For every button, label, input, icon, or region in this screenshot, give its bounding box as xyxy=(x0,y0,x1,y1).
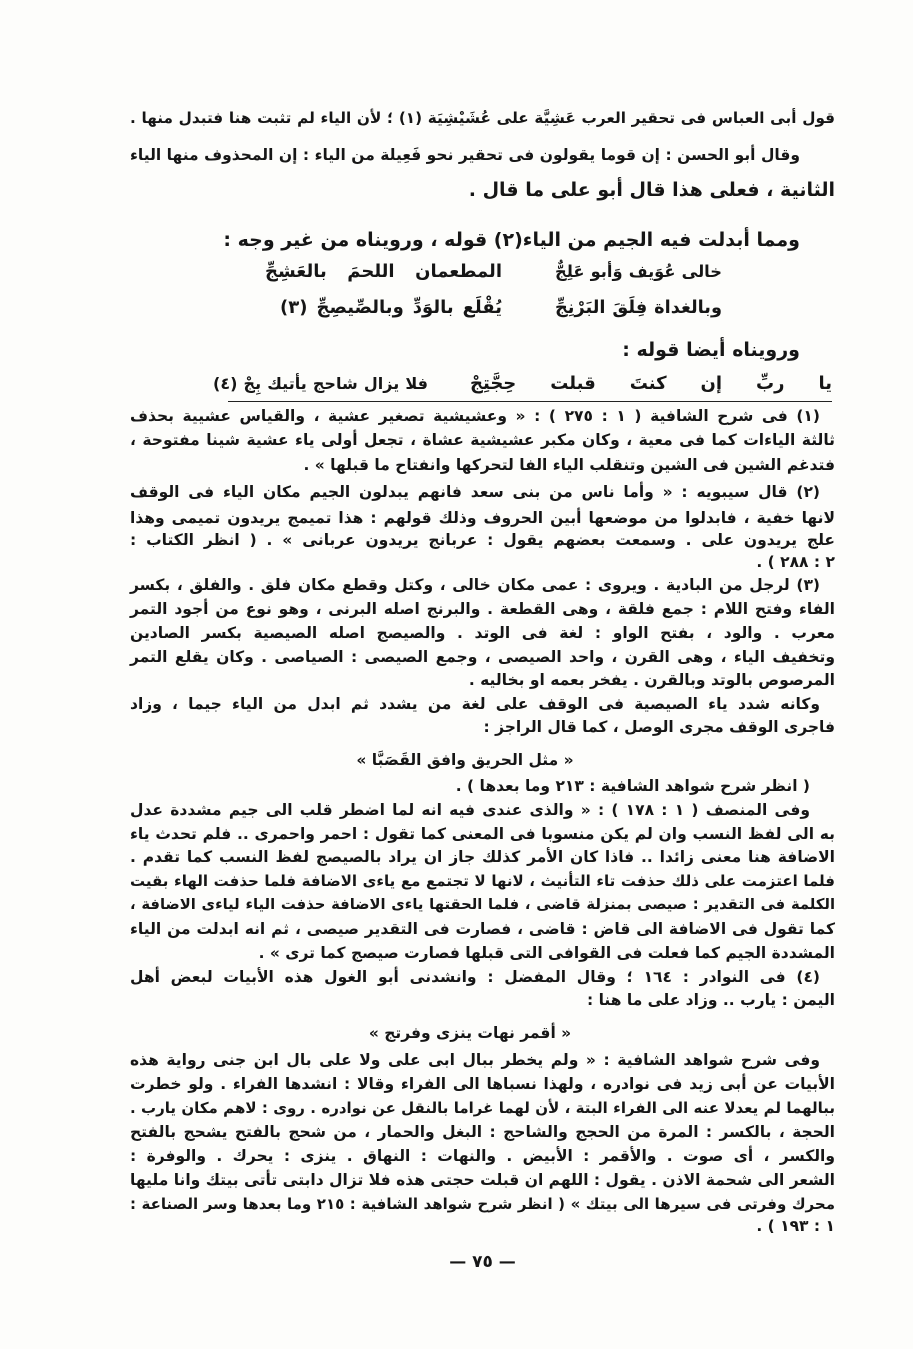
footnote-line: معرب . والود ، بفتح الواو : لغة فى الوتد . والصيصج اصله الصيصية بكسر الصادين xyxy=(130,624,835,642)
footnote-line: فاجرى الوقف مجرى الوصل ، كما قال الراجز : xyxy=(483,718,835,736)
footnote-line: الحجة ، بالكسر : المرة من الحجج والشاحج : البغل والحمار ، من شحج بالفتح يشحج بالفتح xyxy=(130,1123,835,1141)
footnote-line: ( انظر شرح شواهد الشافية : ٢١٣ وما بعدها ) . xyxy=(455,777,810,795)
footnote-line: ببالهما لم يعدلا عنه الى الفراء البتة ، لأن لهما غراما بالنقل عن نوادره . روى : لاهم مكان يارب . xyxy=(130,1099,835,1117)
footnote-line: الشعر الى شحمة الاذن . يقول : اللهم ان قبلت حجتى هذه فلا تزال دابتى تأتى بيتك وانا مليها xyxy=(130,1171,835,1189)
footnote-line: ثالثة الياءات كما فى معية ، وكان مكبر عشيشية عشاة ، تجعل أولى ياء عشية شينا مفتوحة ، xyxy=(130,431,835,449)
footnote-line: كما تقول فى الاضافة الى قاض : قاضى ، فصارت فى التقدير صيصى ، ثم انه ابدلت من الياء xyxy=(130,920,835,938)
footnote-separator xyxy=(228,401,832,402)
quoted-verse-line: « مثل الحريق وافق القَصَبَّا » xyxy=(356,751,574,769)
quoted-verse-line: « أقمر نهات ينزى وفرتج » xyxy=(368,1024,572,1042)
footnote-line: المرصوص بالوتد وبالقرن . يفخر بعمه او بخاليه . xyxy=(468,671,835,689)
footnote-line: الأبيات عن أبى زيد فى نوادره ، ولهذا نسباها الى الفراء وقالا : انشدها الفراء . ولو خطرت xyxy=(130,1075,835,1093)
footnote-line: لانها خفية ، فابدلوا من موضعها أبين الحروف وذلك قولهم : هذا تميمج يريدون تميمى وهذا xyxy=(130,509,835,527)
verse-first-hemistich: يا ربِّ إن كنتَ قبلت حِجَّتِجْ xyxy=(470,373,832,394)
footnote-line: وتخفيف الياء ، وهى القرن ، واحد الصيصى ، وجمع الصيصى : الصياصى . وكان يقلع التمر xyxy=(130,648,835,666)
footnote-line: (٢) قال سيبويه : « وأما ناس من بنى سعد فانهم يبدلون الجيم مكان الياء فى الوقف xyxy=(130,483,820,501)
footnote-line: الاضافة هنا معنى زائدا .. فاذا كان الأمر كذلك جاز ان يراد بالصيصج لفظ النسب كما تقدم . xyxy=(130,848,835,866)
page-number: — ٧٥ — xyxy=(449,1252,516,1272)
main-text-line: ورويناه أيضا قوله : xyxy=(622,339,800,361)
footnote-line: فتدغم الشين فى الشين وتنقلب الياء الفا لتحركها وانفتاح ما قبلها » . xyxy=(303,456,835,474)
footnote-line: الكلمة فى التقدير : صيصى بمنزلة قاضى ، فلما الحقتها ياءى الاضافة حذفت الياء لياءى الاضافة ، xyxy=(130,896,835,913)
footnote-line: اليمن : يارب .. وزاد على ما هنا : xyxy=(586,991,835,1009)
footnote-line: به الى لفظ النسب وان لم يكن منسوبا فى المعنى كما تقول : احمر واحمرى .. فلم تحدث ياء xyxy=(130,825,835,843)
footnote-line: (٤) فى النوادر : ١٦٤ ؛ وقال المفضل : وانشدنى أبو الغول هذه الأبيات لبعض أهل xyxy=(130,968,820,986)
footnote-line: محرك وفرتى فى سيرها الى بيتك » ( انظر شرح شواهد الشافية : ٢١٥ وما بعدها وسر الصناعة : xyxy=(130,1195,835,1213)
footnote-line: فلما اعتزمت على ذلك حذفت تاء التأنيث ، لانها لا تجتمع مع ياءى الاضافة فلما حذفت الهاء بقيت xyxy=(130,872,835,890)
footnote-line: وفى المنصف ( ١ : ١٧٨ ) : « والذى عندى فيه انه لما اضطر قلب الى جيم مشددة عدل xyxy=(130,801,810,819)
footnote-line: ١ : ١٩٣ ) . xyxy=(756,1217,835,1235)
footnote-line: (٣) لرجل من البادية . ويروى : عمى مكان خالى ، وكتل وقطع مكان فلق . والفلق ، بكسر xyxy=(130,576,820,594)
footnote-line: وكانه شدد ياء الصيصية فى الوقف على لغة من يشدد ثم ابدل من الياء جيما ، وزاد xyxy=(130,695,820,713)
main-text-line: وقال أبو الحسن : إن قوما يقولون فى تحقير نحو فَعِيلة من الياء : إن المحذوف منها الياء xyxy=(130,146,800,164)
main-text-line: الثانية ، فعلى هذا قال أبو على ما قال . xyxy=(468,179,835,201)
verse-first-hemistich: خالى عُوَيف وَأبو عَلِجٌّ xyxy=(555,262,722,281)
verse-second-hemistich: فلا يزال شاحج يأتيك بِجْ (٤) xyxy=(213,374,428,393)
verse-first-hemistich: وبالغداة فِلَقَ البَرْنِجِّ xyxy=(555,298,722,318)
footnote-line: الفاء وفتح اللام : جمع فلقة ، وهى القطعة . والبرنج اصله البرنى ، وهو نوع من أجود التمر xyxy=(130,600,835,618)
verse-second-hemistich: المطعمان اللحمَ بالعَشِجِّ xyxy=(265,261,502,282)
verse-second-hemistich: يُقْلَع بالوَدِّ وبالصِّيصِجِّ (٣) xyxy=(280,297,502,318)
footnote-line: (١) فى شرح الشافية ( ١ : ٢٧٥ ) : « وعشيشية تصغير عشية ، والقياس عشيية بحذف xyxy=(130,407,820,425)
main-text-line: قول أبى العباس فى تحقير العرب عَشِيَّة على عُشَيْشِيَة (١) ؛ لأن الياء لم تثبت هنا فتبدل منها . xyxy=(130,109,836,127)
footnote-line: والكسر ، أى صوت . والأقمر : الأبيض . والنهات : النهاق . ينزى : يحرك . والوفرة : xyxy=(130,1147,835,1165)
main-text-line: ومما أبدلت فيه الجيم من الياء(٢) قوله ، ورويناه من غير وجه : xyxy=(223,229,800,251)
footnote-line: علج يريدون على . وسمعت بعضهم يقول : عربانج يريدون عربانى » . ( انظر الكتاب : xyxy=(130,531,835,549)
footnote-line: ٢ : ٢٨٨ ) . xyxy=(756,553,835,571)
footnote-line: المشددة الجيم كما فعلت فى القوافى التى قبلها فصارت صيصج كما ترى » . xyxy=(258,944,835,962)
footnote-line: وفى شرح شواهد الشافية : « ولم يخطر ببال ابى على ولا على بال ابن جنى رواية هذه xyxy=(130,1051,820,1069)
